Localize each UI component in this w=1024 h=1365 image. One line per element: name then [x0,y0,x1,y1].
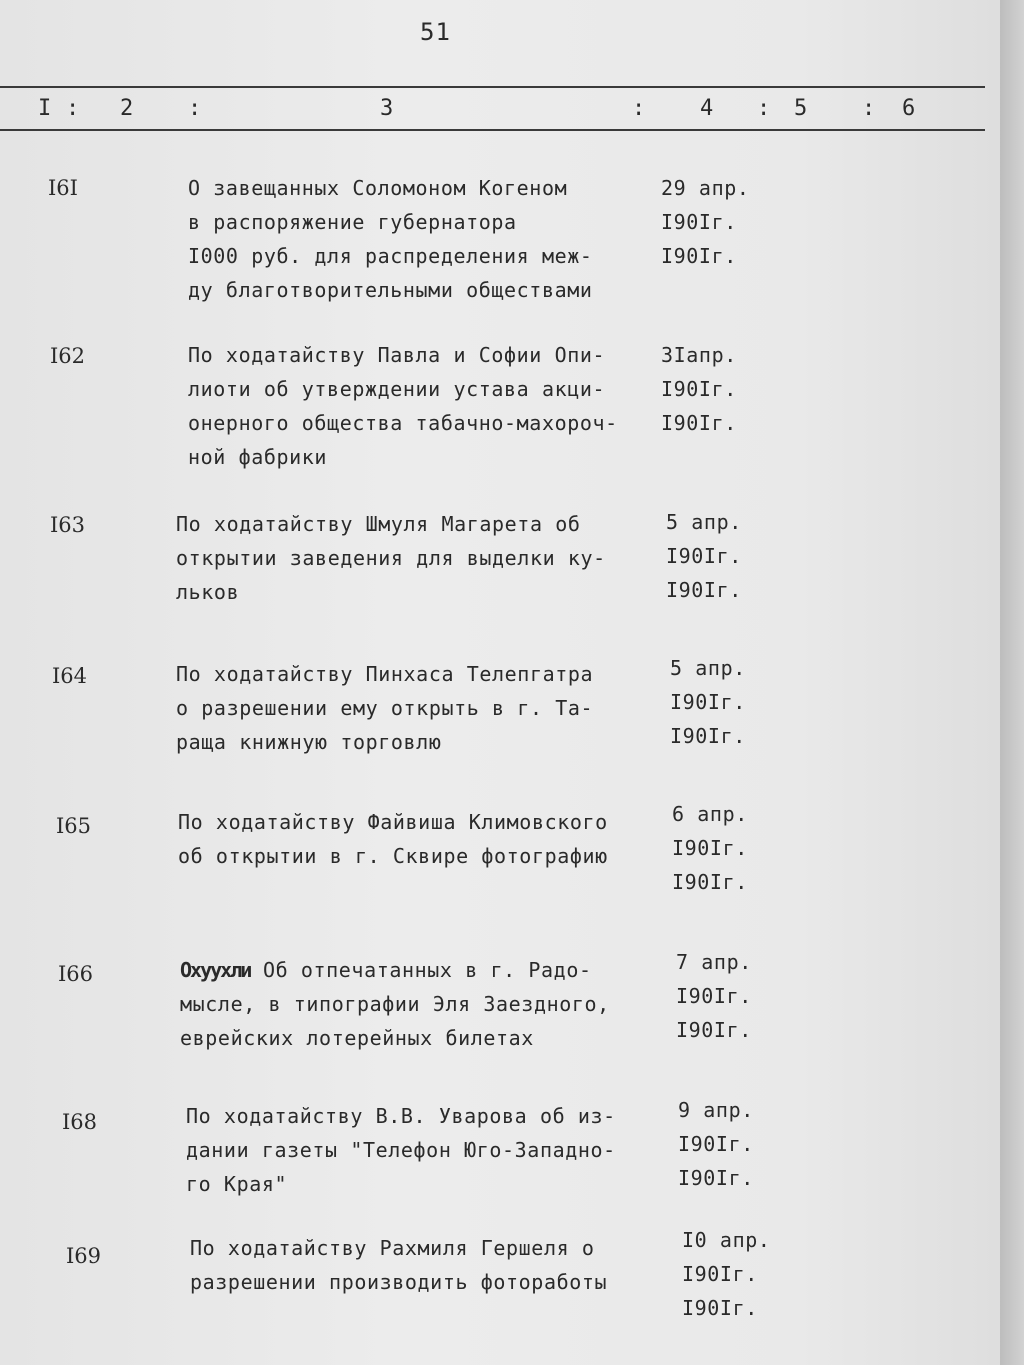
entry-text-line: По ходатайству В.В. Уварова об из- [186,1104,616,1128]
entry-date: I90Iг. [676,1018,752,1042]
entry-date: I0 апр. [682,1228,771,1252]
entry-text-line: ной фабрики [188,445,328,469]
entry-date: I90Iг. [672,836,748,860]
entry-text-line: По ходатайству Файвиша Климовского [178,810,608,834]
entry-text-line: разрешении производить фотоработы [190,1270,608,1294]
entry-text-line: ду благотворительными обществами [188,278,593,302]
entry-date: 5 апр. [666,510,742,534]
entry-date: I90Iг. [678,1166,754,1190]
col-2-label: 2 [120,96,134,121]
entry-date: I90Iг. [661,210,737,234]
entry-text-line: По ходатайству Шмуля Магарета об [176,512,581,536]
entry-text-line: о разрешении ему открыть в г. Та- [176,696,594,720]
entry-text-line: в распоряжение губернатора [188,210,517,234]
struck-text: Охуухли [180,958,251,982]
entry-text-line: По ходатайству Пинхаса Телепгатра [176,662,594,686]
entry-date: I90Iг. [678,1132,754,1156]
entry-text-line: об открытии в г. Сквире фотографию [178,844,608,868]
entry-date: I90Iг. [670,690,746,714]
entry-date: 29 апр. [661,176,750,200]
entry-date: 6 апр. [672,802,748,826]
entry-date: I90Iг. [666,578,742,602]
page-edge-shadow [1000,0,1024,1365]
entry-date: I90Iг. [661,411,737,435]
entry-date: 7 апр. [676,950,752,974]
entry-text-line: лиоти об утверждении устава акци- [188,377,606,401]
entry-date: 5 апр. [670,656,746,680]
entry-date: 3Iапр. [661,343,737,367]
entry-text-line: еврейских лотерейных билетах [180,1026,534,1050]
entry-text-line: I000 руб. для распределения меж- [188,244,593,268]
entry-text-line: открытии заведения для выделки ку- [176,546,606,570]
col-4-label: 4 [700,96,714,121]
col-5-label: 5 [794,96,808,121]
entry-date: I90Iг. [672,870,748,894]
col-6-label: 6 [902,96,916,121]
col-3-label: 3 [380,96,394,121]
entry-number: I65 [56,814,92,838]
entry-text-line: льков [176,580,240,604]
entry-text-line: мысле, в типографии Эля Заездного, [180,992,610,1016]
col-sep-2: : [188,96,202,121]
entry-date: I90Iг. [676,984,752,1008]
entry-date: I90Iг. [670,724,746,748]
col-1-label: I [38,96,52,121]
entry-number: I64 [52,664,88,688]
header-bottom-rule [0,129,985,131]
entry-date: 9 апр. [678,1098,754,1122]
entry-text-line: По ходатайству Павла и Софии Опи- [188,343,606,367]
entry-number: I68 [62,1110,98,1134]
page-number: 51 [420,18,451,46]
entry-date: I90Iг. [661,244,737,268]
entry-text-line: онерного общества табачно-махороч- [188,411,618,435]
entry-text-line: дании газеты "Телефон Юго-Западно- [186,1138,616,1162]
col-sep-3: : [632,96,646,121]
entry-number: I62 [50,344,86,368]
entry-date: I90Iг. [682,1262,758,1286]
entry-number: I6I [48,176,78,200]
entry-number: I69 [66,1244,102,1268]
entry-date: I90Iг. [682,1296,758,1320]
entry-text-line: О завещанных Соломоном Когеном [188,176,568,200]
entry-text-line: По ходатайству Рахмиля Гершеля о [190,1236,595,1260]
col-sep-5: : [862,96,876,121]
entry-text-line [180,958,592,982]
entry-date: I90Iг. [661,377,737,401]
col-sep-4: : [757,96,771,121]
entry-text-line: го Края" [186,1172,288,1196]
entry-number: I66 [58,962,94,986]
entry-date: I90Iг. [666,544,742,568]
col-sep-1: : [66,96,80,121]
entry-text-line: раща книжную торговлю [176,730,442,754]
header-top-rule [0,86,985,88]
entry-number: I63 [50,513,86,537]
entry-text-rest: Об отпечатанных в г. Радо- [250,958,592,982]
